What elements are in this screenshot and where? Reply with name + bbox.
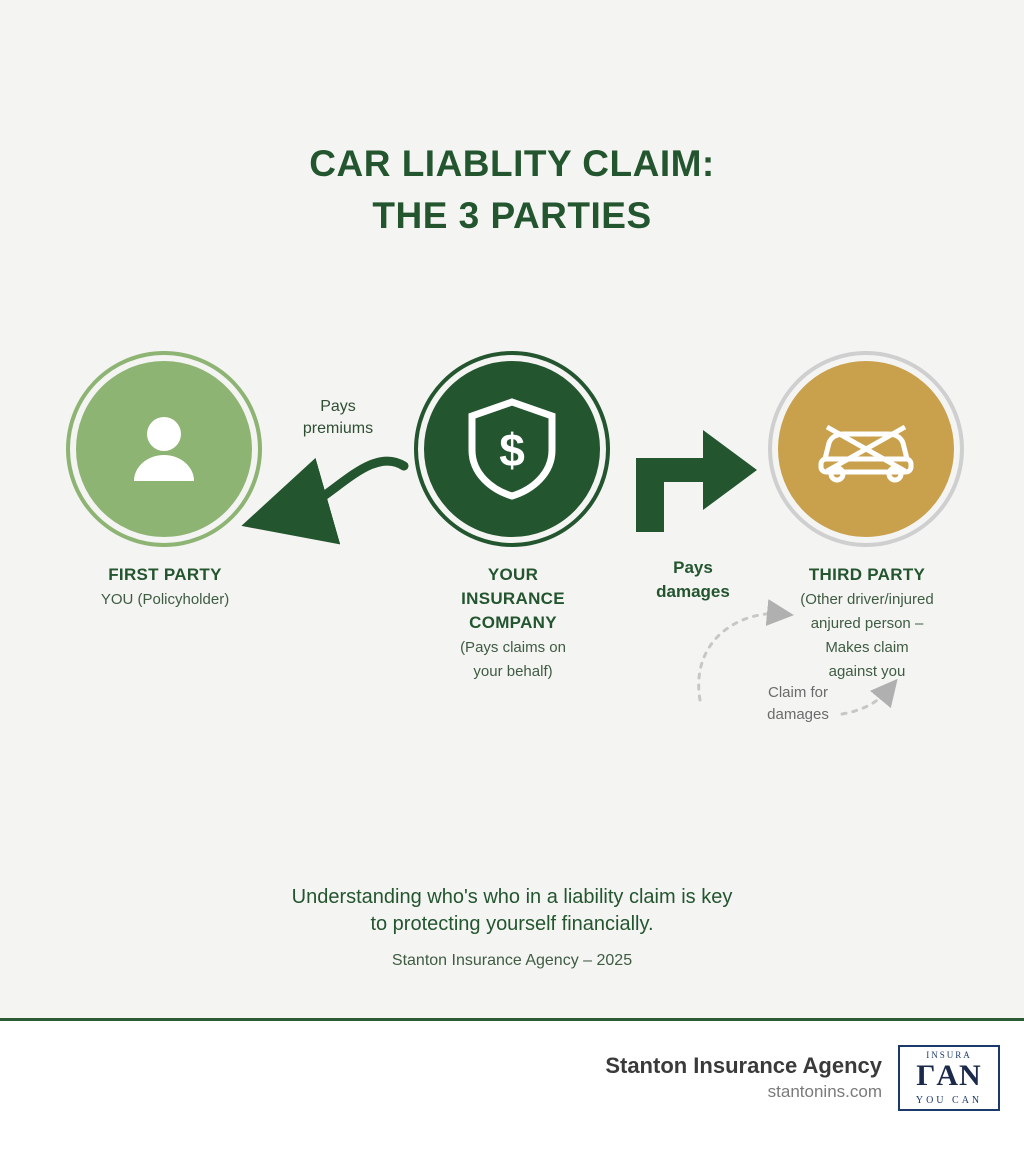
claim-for-damages-line2: damages xyxy=(767,706,829,723)
pays-premiums-line2: premiums xyxy=(302,420,374,437)
company-logo xyxy=(898,1045,1000,1111)
pays-premiums-line1: Pays xyxy=(320,398,356,415)
shield-dollar-icon xyxy=(464,396,560,502)
third-party-sub-line4: against you xyxy=(828,663,906,680)
pays-premiums-label xyxy=(280,396,396,440)
title-line-2: THE 3 PARTIES xyxy=(372,195,652,236)
footnote-line2: to protecting yourself financially. xyxy=(370,913,654,935)
claim-for-damages-line1: Claim for xyxy=(767,684,828,701)
first-party-circle xyxy=(70,355,258,543)
insurance-company-sub-line1: (Pays claims on xyxy=(460,639,566,656)
third-party-circle xyxy=(772,355,960,543)
claim-for-damages-label xyxy=(736,682,860,726)
third-party-sub-line1: (Other driver/injured xyxy=(800,591,934,608)
title-line-1: CAR LIABLITY CLAIM: xyxy=(309,143,715,184)
node-third-party xyxy=(772,355,962,683)
third-party-label: THIRD PARTY xyxy=(808,565,926,584)
footer-brand-name: Stanton Insurance Agency xyxy=(605,1053,882,1078)
third-party-sub-line2: anjured person – xyxy=(810,615,924,632)
insurance-company-sub-line2: your behalf) xyxy=(473,663,553,680)
first-party-label: FIRST PARTY xyxy=(108,565,222,584)
insurance-company-label-line2: INSURANCE xyxy=(461,589,565,608)
pays-damages-line1: Pays xyxy=(673,558,713,577)
footer-brand-block xyxy=(605,1045,1000,1111)
pays-damages-line2: damages xyxy=(656,582,730,601)
credit-line: Stanton Insurance Agency – 2025 xyxy=(391,952,633,969)
insurance-company-label-line1: YOUR xyxy=(487,565,539,584)
svg-text:$: $ xyxy=(499,424,525,476)
logo-mid-text: ΓAN xyxy=(916,1059,982,1092)
insurance-company-circle xyxy=(418,355,606,543)
page-title xyxy=(0,138,1024,242)
person-icon xyxy=(116,401,212,497)
logo-bottom-text: YOU CAN xyxy=(915,1095,983,1106)
node-insurance-company xyxy=(418,355,608,683)
footer-website[interactable]: stantonins.com xyxy=(767,1082,882,1101)
footnote-line1: Understanding who's who in a liability claim is key xyxy=(291,886,733,908)
footer-bar xyxy=(0,1018,1024,1154)
crashed-car-icon xyxy=(811,409,921,489)
third-party-sub-line3: Makes claim xyxy=(825,639,909,656)
footer-text xyxy=(605,1052,882,1104)
pays-damages-arrow xyxy=(636,430,757,532)
footnote xyxy=(0,884,1024,938)
pays-damages-label xyxy=(622,556,764,604)
node-first-party xyxy=(70,355,260,611)
insurance-company-label-line3: COMPANY xyxy=(469,613,557,632)
logo-top-text: INSURA xyxy=(926,1050,972,1060)
pays-premiums-arrow xyxy=(276,461,404,516)
first-party-sub: YOU (Policyholder) xyxy=(100,591,230,608)
